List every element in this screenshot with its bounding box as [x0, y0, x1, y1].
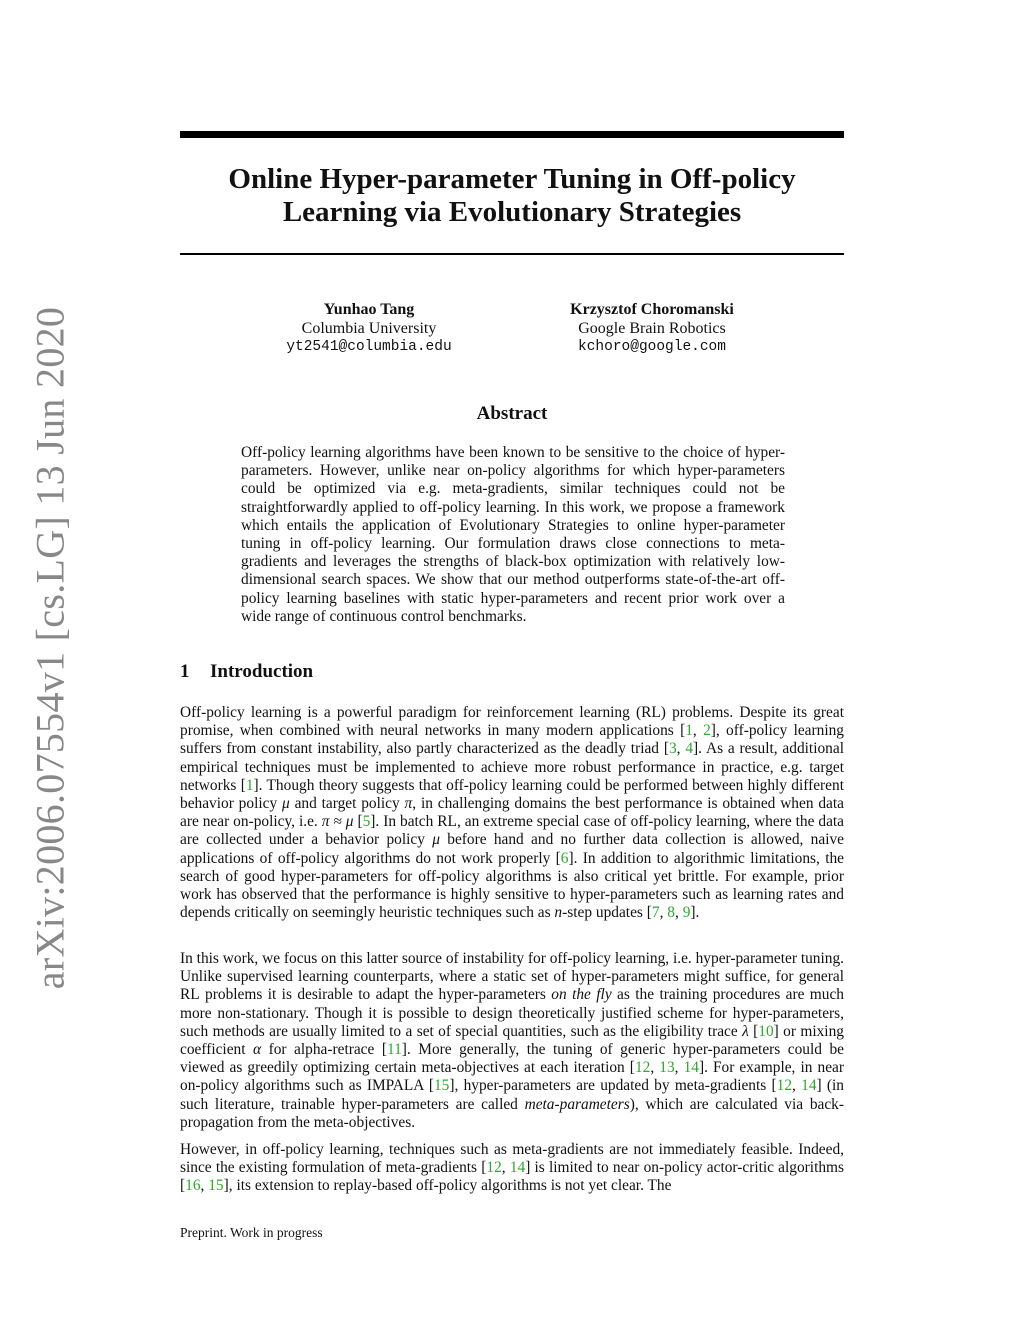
text-run: [	[748, 1022, 759, 1040]
text-run: ,	[792, 1077, 802, 1095]
section-heading	[180, 661, 313, 683]
text-run: ,	[674, 1059, 684, 1077]
text-run: ] or mixing coefficient	[180, 1022, 844, 1059]
citation-link[interactable]: 3	[668, 740, 677, 758]
text-run: However, in off-policy learning, techniques such as meta-gradients are not immediately feasible. Indeed, since the existing formulation of meta-gradients [	[180, 1141, 844, 1177]
section-title: Introduction	[210, 661, 314, 682]
citation-link[interactable]: 9	[682, 904, 691, 922]
citation-link[interactable]: 6	[560, 849, 569, 867]
citation-link[interactable]: 11	[386, 1041, 402, 1059]
text-run: , an extreme special case of off-policy learning, where the data are collected under a behavior policy	[180, 813, 845, 849]
citation-link[interactable]: 14	[683, 1059, 699, 1077]
intro-paragraph-3	[180, 1141, 844, 1196]
text-run: Off-policy learning is a powerful paradigm for reinforcement learning (	[180, 704, 642, 721]
citation-link[interactable]: 14	[801, 1077, 817, 1095]
text-run: for alpha-retrace [	[261, 1041, 387, 1059]
author-email[interactable]: kchoro@google.com	[578, 339, 726, 355]
text-run: ] is limited to near on-policy actor-critic algorithms [	[180, 1159, 844, 1195]
text-run: ]. In addition to algorithmic limitations, the search of good hyper-parameters for off-policy algorithms is also critical yet brittle. For example, prior work has observed that the performance is highly sensitive to hyper-parameters such as learning rates and depends critically on seemingly heuristic techniques such as	[180, 849, 845, 922]
math-symbol: α	[253, 1041, 262, 1059]
title-bottom-rule	[180, 253, 844, 255]
emphasis-text: on the fly	[551, 986, 612, 1004]
math-symbol: π	[404, 795, 413, 813]
title-top-rule	[180, 131, 844, 138]
text-run: ) problems. Despite its great promise, when combined with neural networks in many modern applications [	[180, 704, 844, 740]
citation-link[interactable]: 16	[185, 1177, 201, 1195]
author-block-2	[522, 300, 782, 357]
math-symbol: n	[554, 904, 563, 922]
text-run: ]. Though theory suggests that off-policy learning could be performed between highly different behavior policy	[180, 776, 844, 813]
text-run: ]. In batch	[370, 813, 438, 831]
citation-link[interactable]: 12	[634, 1059, 651, 1077]
citation-link[interactable]: 15	[208, 1177, 224, 1195]
citation-link[interactable]: 2	[703, 722, 711, 740]
arxiv-identifier-stamp: arXiv:2006.07554v1 [cs.LG] 13 Jun 2020	[27, 306, 73, 990]
text-run: -step updates [	[562, 904, 652, 922]
intro-paragraph-1	[180, 704, 844, 922]
title-line-2: Learning via Evolutionary Strategies	[282, 196, 742, 228]
citation-link[interactable]: 12	[776, 1077, 793, 1095]
rl-acronym: RL	[180, 986, 200, 1004]
text-run: ,	[676, 740, 686, 758]
preprint-footer: Preprint. Work in progress	[180, 1225, 323, 1240]
text-run: ], off-policy learning suffers from constant instability, also partly characterized as the deadly triad [	[180, 722, 844, 758]
citation-link[interactable]: 5	[362, 813, 371, 831]
author-affiliation: Columbia University	[301, 320, 437, 337]
author-block-1	[239, 300, 499, 357]
text-run: In this work, we focus on this latter source of instability for off-policy learning, i.e. hyper-parameter tuning. Unlike supervised learning counterparts, where a static set of hyper-parameters might suffice, for general	[180, 950, 845, 986]
intro-paragraph-2	[180, 950, 844, 1132]
text-run: ].	[690, 904, 700, 922]
text-run: ,	[501, 1159, 510, 1177]
title-line-1: Online Hyper-parameter Tuning in Off-policy	[228, 163, 796, 195]
citation-link[interactable]: 8	[667, 904, 675, 922]
citation-link[interactable]: 13	[659, 1059, 675, 1077]
text-run: ]. For example, in near on-policy algorithms such as IMPALA [	[180, 1059, 844, 1095]
text-run: problems it is desirable to adapt the hyper-parameters	[199, 986, 552, 1004]
math-symbol: λ	[742, 1022, 749, 1040]
text-run: as the training procedures are much more non-stationary. Though it is possible to design theoretically justified scheme for hyper-parameters, such methods are usually limited to a set of special quantities, such as the eligibility trace	[180, 986, 844, 1040]
text-run: ] (in such literature, trainable hyper-parameters are called	[180, 1077, 844, 1113]
text-run: ,	[674, 904, 683, 922]
abstract-text: Off-policy learning algorithms have been known to be sensitive to the choice of hyper-parameters. However, unlike near on-policy algorithms for which hyper-parameters could be optimized via e.g. meta-gradients, similar techniques could not be straightforwardly applied to off-policy learning. In this work, we propose a framework which entails the application of Evolutionary Strategies to online hyper-parameter tuning in off-policy learning. Our formulation draws close connections to meta-gradients and leverages the strengths of black-box optimization with relatively low-dimensional search spaces. We show that our method outperforms state-of-the-art off-policy learning baselines with static hyper-parameters and recent prior work over a wide range of continuous control benchmarks.	[241, 444, 785, 625]
text-run: ,	[200, 1177, 209, 1195]
section-number: 1	[180, 661, 190, 682]
author-email[interactable]: yt2541@columbia.edu	[286, 339, 452, 355]
citation-link[interactable]: 15	[433, 1077, 450, 1095]
text-run: ]. As a result, additional empirical techniques must be implemented to achieve more robust performance in practice, e.g. target networks [	[180, 740, 844, 794]
text-run: ), which are calculated via back-propagation from the meta-objectives.	[180, 1095, 844, 1131]
text-run: before hand and no further data collection is allowed, naive applications of off-policy algorithms do not work properly [	[180, 831, 844, 867]
text-run: ]. More generally, the tuning of generic hyper-parameters could be viewed as greedily optimizing certain meta-objectives at each iteration [	[180, 1041, 844, 1077]
abstract-heading: Abstract	[476, 403, 548, 424]
rl-acronym: RL	[641, 704, 661, 721]
citation-link[interactable]: 10	[758, 1022, 774, 1040]
text-run: [	[353, 813, 363, 831]
text-run: and target policy	[289, 795, 405, 813]
citation-link[interactable]: 14	[509, 1159, 526, 1177]
math-expression: π ≈ μ	[321, 813, 354, 831]
citation-link[interactable]: 7	[651, 904, 660, 922]
author-affiliation: Google Brain Robotics	[578, 320, 726, 337]
author-name: Krzysztof Choromanski	[570, 301, 734, 318]
text-run: ,	[659, 904, 668, 922]
citation-link[interactable]: 1	[245, 776, 254, 794]
text-run: ,	[650, 1059, 660, 1077]
citation-link[interactable]: 4	[685, 740, 694, 758]
citation-link[interactable]: 12	[486, 1159, 502, 1177]
rl-acronym: RL	[437, 813, 457, 831]
text-run: ,	[692, 722, 704, 740]
paper-title	[180, 163, 844, 229]
emphasis-text: meta-parameters	[524, 1095, 630, 1113]
text-run: ], hyper-parameters are updated by meta-gradients [	[449, 1077, 777, 1095]
text-run: ], its extension to replay-based off-policy algorithms is not yet clear. The	[223, 1177, 672, 1195]
text-run: , in challenging domains the best performance is obtained when data are near on-policy, i.e.	[180, 795, 844, 831]
math-symbol: μ	[282, 795, 290, 813]
math-symbol: μ	[432, 831, 440, 849]
author-name: Yunhao Tang	[323, 301, 415, 318]
citation-link[interactable]: 1	[685, 722, 693, 740]
